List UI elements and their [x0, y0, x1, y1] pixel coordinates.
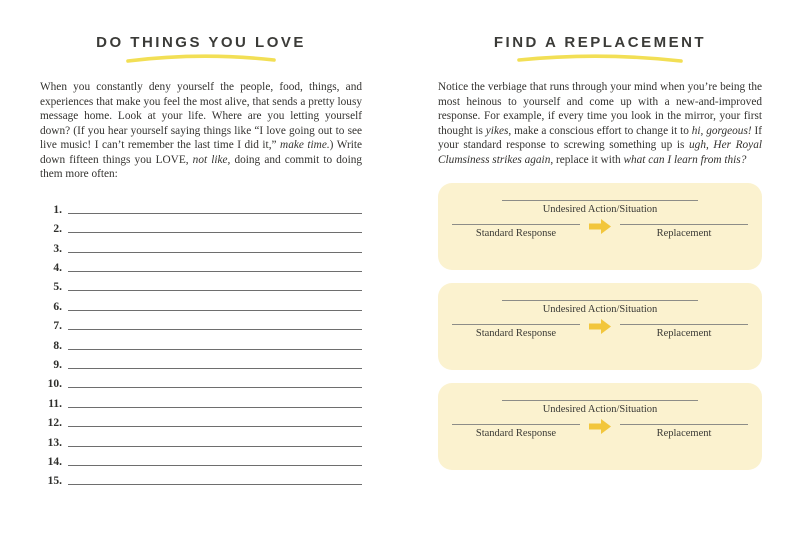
write-line-row — [40, 410, 362, 429]
blank-writing-line — [68, 252, 362, 253]
standard-response-section — [452, 424, 580, 439]
line-number: 11. — [48, 397, 62, 410]
write-line-row — [40, 216, 362, 235]
arrow-right-icon — [580, 318, 620, 335]
line-number: 6. — [53, 300, 62, 313]
line-number: 8. — [53, 339, 62, 352]
blank-writing-line — [68, 407, 362, 408]
replacement-box — [438, 283, 762, 370]
page-title-right: FIND A REPLACEMENT — [493, 34, 707, 51]
blank-writing-line — [68, 232, 362, 233]
line-number: 10. — [47, 378, 62, 391]
left-title-block — [40, 34, 362, 64]
write-line-row — [40, 255, 362, 274]
page-title-left: DO THINGS YOU LOVE — [96, 34, 306, 51]
standard-response-label: Standard Response — [475, 428, 557, 439]
right-title-block — [438, 34, 762, 64]
blank-writing-line — [502, 300, 697, 301]
blank-writing-line — [68, 465, 362, 466]
replacement-section — [620, 224, 748, 239]
line-number: 9. — [53, 359, 62, 372]
standard-response-label: Standard Response — [475, 228, 557, 239]
blank-writing-line — [452, 224, 580, 225]
body-text: doing and commit to doing them more often: — [40, 153, 363, 180]
line-number: 3. — [53, 242, 62, 255]
write-line-row — [40, 274, 362, 293]
standard-response-section — [452, 324, 580, 339]
undesired-action-section — [452, 283, 748, 315]
body-text: When you constantly deny yourself the people, food, things, and experiences that make you feel the most alive, that sends a pretty lousy message home. Look at your life. Where are you letting yourself down? (If you hear yourself saying things like “I love going out to see live music! I can’t remember the last time I did it,” — [40, 81, 362, 151]
write-line-row — [40, 468, 362, 487]
line-number: 5. — [53, 281, 62, 294]
body-text: , make a conscious effort to change it to — [508, 124, 692, 137]
standard-response-label: Standard Response — [475, 328, 557, 339]
response-row — [452, 424, 748, 439]
undesired-action-section — [452, 383, 748, 415]
italic-text: ugh, Her Royal Clumsiness strikes again — [438, 139, 762, 166]
undesired-action-section — [452, 183, 748, 215]
write-line-row — [40, 371, 362, 390]
arrow-right-icon — [580, 218, 620, 235]
blank-writing-line — [68, 426, 362, 427]
blank-writing-line — [68, 310, 362, 311]
replacement-label: Replacement — [656, 428, 712, 439]
blank-writing-line — [68, 290, 362, 291]
body-text: Notice the verbiage that runs through your mind when you’re being the most heinous to yourself and come up with a new-and-improved response. For example, if every time you look in the mirror, your first thought is — [438, 81, 762, 137]
write-line-row — [40, 293, 362, 312]
blank-writing-line — [452, 324, 580, 325]
replacement-section — [620, 424, 748, 439]
replacement-label: Replacement — [656, 228, 712, 239]
yellow-underline-swoosh — [516, 54, 684, 64]
yellow-underline-swoosh — [125, 54, 277, 64]
blank-writing-line — [620, 424, 748, 425]
italic-text: make time. — [280, 139, 330, 151]
line-number: 13. — [47, 436, 62, 449]
blank-writing-line — [620, 324, 748, 325]
blank-writing-line — [68, 484, 362, 485]
line-number: 7. — [53, 320, 62, 333]
replacement-box — [438, 383, 762, 470]
write-line-row — [40, 390, 362, 409]
write-lines — [40, 197, 362, 488]
arrow-right-icon — [580, 418, 620, 435]
body-text: ) Write down fifteen things you LOVE, — [40, 139, 362, 166]
replacement-boxes — [438, 183, 762, 470]
standard-response-section — [452, 224, 580, 239]
blank-writing-line — [68, 213, 362, 214]
blank-writing-line — [68, 387, 362, 388]
replacement-box — [438, 183, 762, 270]
write-line-row — [40, 197, 362, 216]
undesired-action-label: Undesired Action/Situation — [542, 204, 658, 215]
blank-writing-line — [68, 368, 362, 369]
line-number: 1. — [53, 203, 62, 216]
intro-paragraph-left — [40, 80, 362, 182]
blank-writing-line — [502, 400, 697, 401]
replacement-section — [620, 324, 748, 339]
intro-paragraph-right — [438, 80, 762, 167]
blank-writing-line — [502, 200, 697, 201]
undesired-action-label: Undesired Action/Situation — [542, 404, 658, 415]
write-line-row — [40, 429, 362, 448]
blank-writing-line — [68, 329, 362, 330]
blank-writing-line — [68, 271, 362, 272]
line-number: 14. — [47, 455, 62, 468]
undesired-action-label: Undesired Action/Situation — [542, 304, 658, 315]
write-line-row — [40, 332, 362, 351]
line-number: 12. — [47, 417, 62, 430]
italic-text: yikes — [485, 124, 509, 137]
write-line-row — [40, 449, 362, 468]
response-row — [452, 324, 748, 339]
body-text: If your standard response to screwing something up is — [438, 124, 763, 151]
body-text: , replace it with — [550, 153, 624, 166]
write-line-row — [40, 313, 362, 332]
italic-text: hi, gorgeous! — [691, 124, 752, 137]
blank-writing-line — [620, 224, 748, 225]
write-line-row — [40, 235, 362, 254]
write-line-row — [40, 352, 362, 371]
italic-text: not like, — [192, 153, 231, 166]
left-page — [40, 0, 362, 487]
blank-writing-line — [68, 446, 362, 447]
response-row — [452, 224, 748, 239]
line-number: 15. — [47, 475, 62, 488]
right-page — [438, 0, 762, 483]
blank-writing-line — [452, 424, 580, 425]
line-number: 2. — [53, 223, 62, 236]
replacement-label: Replacement — [656, 328, 712, 339]
blank-writing-line — [68, 349, 362, 350]
line-number: 4. — [53, 262, 62, 275]
italic-text: what can I learn from this? — [623, 153, 747, 166]
